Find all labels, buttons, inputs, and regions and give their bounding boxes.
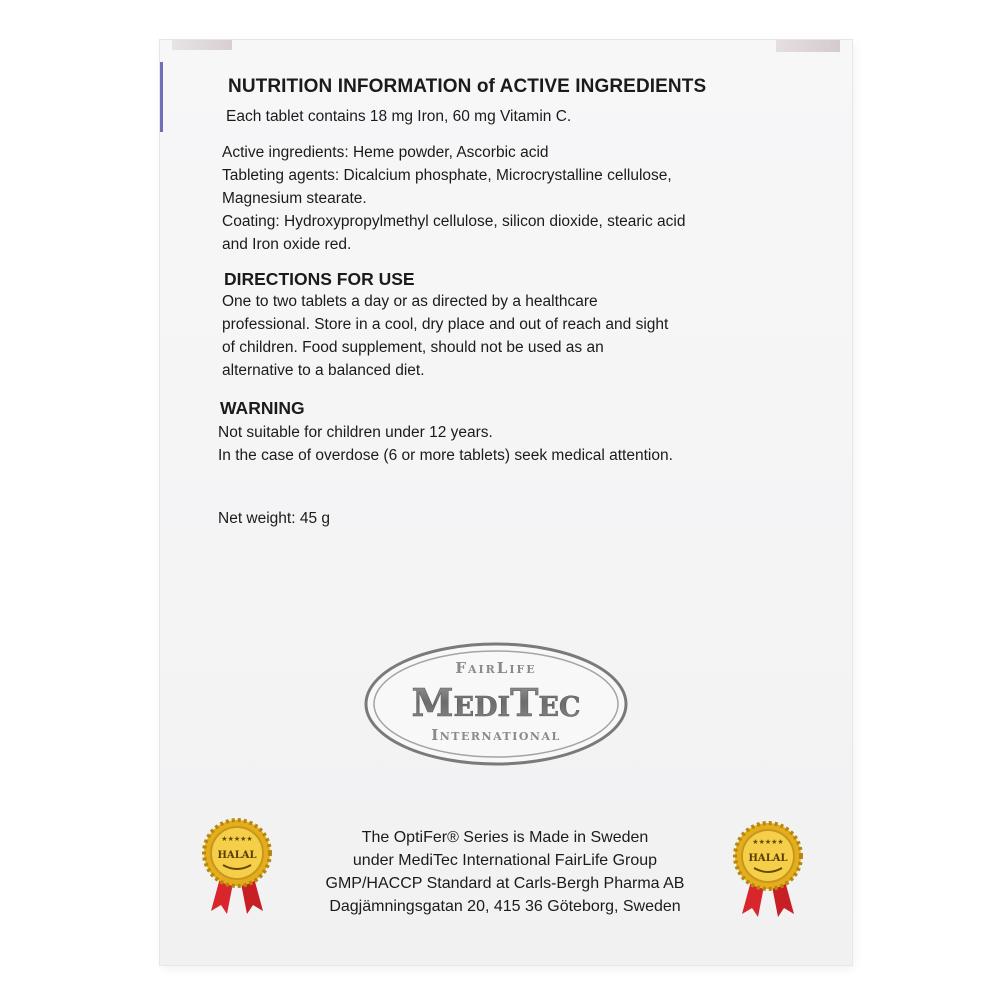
directions-heading: DIRECTIONS FOR USE — [224, 269, 415, 289]
halal-seal-left — [197, 815, 277, 915]
seal-stars-icon: ★★★★★ — [221, 835, 253, 843]
footer-line: GMP/HACCP Standard at Carls-Bergh Pharma AB — [325, 875, 685, 892]
ingredients-line: Active ingredients: Heme powder, Ascorbic acid — [222, 144, 549, 161]
directions-line: One to two tablets a day or as directed by a healthcare — [222, 293, 598, 310]
box-edge-accent — [160, 62, 163, 132]
box-flap-left — [172, 40, 232, 50]
directions-line: professional. Store in a cool, dry place and out of reach and sight — [222, 316, 669, 333]
meditec-logo — [362, 640, 630, 768]
ingredients-line: Magnesium stearate. — [222, 190, 367, 207]
seal-stars-icon: ★★★★★ — [752, 838, 784, 846]
box-flap-right — [776, 40, 840, 52]
directions-line: of children. Food supplement, should not be used as an — [222, 339, 604, 356]
ingredients-line: Coating: Hydroxypropylmethyl cellulose, silicon dioxide, stearic acid — [222, 213, 686, 230]
nutrition-summary: Each tablet contains 18 mg Iron, 60 mg Vitamin C. — [226, 108, 572, 125]
ingredients-line: and Iron oxide red. — [222, 236, 352, 253]
warning-line: In the case of overdose (6 or more tablets) seek medical attention. — [218, 447, 673, 464]
logo-top-text: FairLife — [455, 659, 537, 677]
seal-label: HALAL — [217, 850, 257, 861]
footer-line: The OptiFer® Series is Made in Sweden — [361, 829, 649, 846]
halal-seal-right — [728, 818, 808, 918]
ingredients-line: Tableting agents: Dicalcium phosphate, Microcrystalline cellulose, — [222, 167, 672, 184]
logo-main-text: MediTec — [411, 680, 581, 725]
warning-heading: WARNING — [220, 398, 305, 418]
net-weight: Net weight: 45 g — [218, 510, 331, 527]
nutrition-heading: NUTRITION INFORMATION of ACTIVE INGREDIENTS — [228, 76, 707, 97]
manufacturer-footer — [270, 826, 740, 918]
directions-line: alternative to a balanced diet. — [222, 362, 425, 379]
footer-line: Dagjämningsgatan 20, 415 36 Göteborg, Sweden — [329, 898, 681, 915]
footer-line: under MediTec International FairLife Group — [352, 852, 658, 869]
seal-label: HALAL — [748, 853, 788, 864]
logo-bottom-text: International — [431, 726, 561, 744]
warning-line: Not suitable for children under 12 years. — [218, 424, 493, 441]
